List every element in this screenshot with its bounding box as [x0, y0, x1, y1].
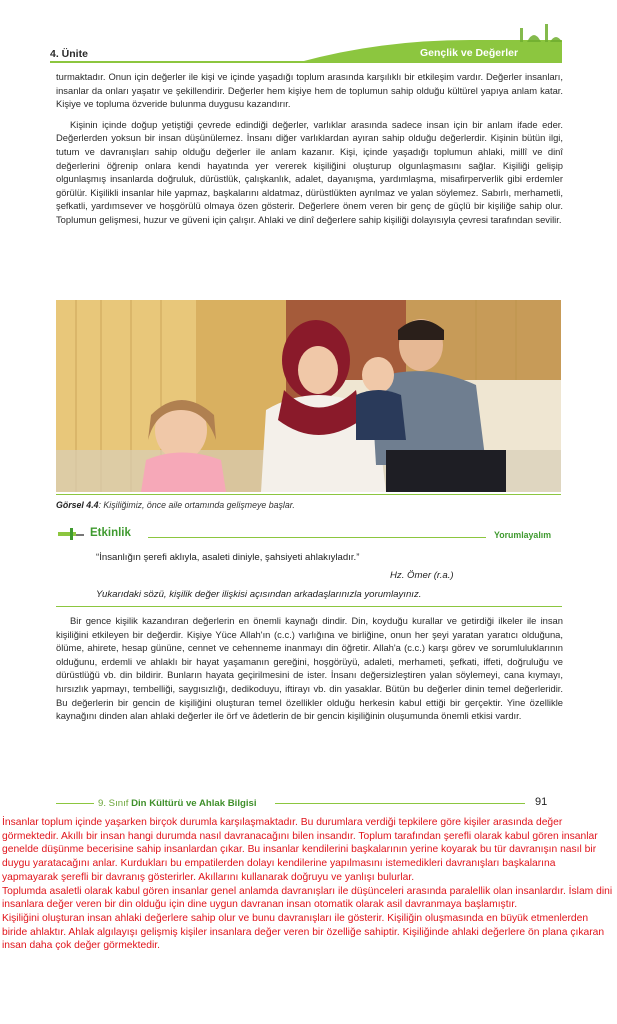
caption-divider: [56, 494, 561, 495]
footer-divider-left: [56, 803, 94, 804]
note-paragraph: İnsanlar toplum içinde yaşarken birçok durumla karşılaşmaktadır. Bu durumlara verdiği tepkilere göre kişiler arasında değer görmektedir. Akıllı bir insan hangi durumda nasıl davranacağını bilen insandır. Toplum tarafından şerefli olarak kabul gören insanlar genelde düşünme becerisine sahip insanlardan çıkar. Bu insanlar kendilerini başkalarının yerine koyarak bu tür davranışın nasıl bir duygu yaratacağını anlar. Kurdukları bu empatilerden dolayı kendilerine yapılmasını istemedikleri davranışları başkalarına yapmayarak şerefli bir davranış gösterirler. Akıllarını kullanarak doğruyu ve yanlışı bulurlar.: [2, 817, 598, 883]
footer-divider-right: [275, 803, 525, 804]
activity-quote: “İnsanlığın şerefi aklıyla, asaleti diniyle, şahsiyeti ahlakıyladır.”: [96, 552, 360, 563]
section-title: Gençlik ve Değerler: [420, 47, 519, 59]
activity-bottom-divider: [56, 606, 562, 607]
activity-title: Etkinlik: [90, 527, 131, 539]
paragraph: Kişinin içinde doğup yetiştiği çevrede edindiği değerler, varlıklar arasında sadece insan için bir anlam ifade eder. Değerlerden yoksun bir insan düşünülemez. İnsanı diğer varlıklardan ayıran sahip olduğu değerlerdir. Kişinin bütün ilgi, tutum ve davranışları sahip olduğu değerler ile anlam kazanır. Kişi, içinde yaşadığı toplumun ahlaki, millî ve dinî değerlerini öğrenip onlara kendi hayatında yer vererek kişiliğini oluşturup olgunlaşmasını sağlar. Kişiliği gelişip olgunlaşmış insanlarda doğruluk, dürüstlük, çalışkanlık, adalet, dayanışma, yardımlaşma, misafirperverlik gibi erdemler görülür. Kişilikli insanlar hile yapmaz, başkalarını aldatmaz, dürüstlükten ayrılmaz ve yalan söylemez. Sabırlı, merhametli, şefkatli, yardımsever ve hoşgörülü olmaya özen gösterir. Değerlere önem veren bir genç de güçlü bir kişiliğe sahip olur. Toplumun gelişmesi, huzur ve güveni için çalışır. Ahlaki ve dinî değerlere sahip kişiliği dolayısıyla çevresi tarafından sevilir.: [56, 118, 563, 225]
handwritten-notes: [2, 816, 614, 953]
top-text: [56, 70, 563, 227]
footer-course-name: Din Kültürü ve Ahlak Bilgisi: [131, 798, 257, 809]
figure-caption: [56, 500, 295, 510]
mosque-silhouette-icon: [520, 24, 562, 42]
note-paragraph: Toplumda asaletli olarak kabul gören insanlar genel anlamda davranışları ile düşünceleri arasında paralellik olan insanlardır. İslam dini insanlara değer veren bir din olduğu için dine uygun davranan insan otomatik olarak asil davranmaya başlamıştır.: [2, 885, 613, 911]
activity-tag: Yorumlayalım: [494, 530, 552, 540]
page-header: [0, 0, 617, 68]
family-photo: [56, 300, 561, 492]
header-decoration: [0, 0, 617, 68]
figure-label: Görsel 4.4: [56, 500, 99, 510]
note-paragraph: Kişiliğini oluşturan insan ahlaki değerlere sahip olur ve bunu davranışları ile gösterir. Kişiliğin oluşmasında en büyük etmenlerden biride ahlaktır. Ahlak algılayışı gelişmiş kişiler insanlara değer veren bir özelliğe sahiptir. Kişiliğinde ahlaki değerlere ön plana çıkaran insan daha çok değer görmektedir.: [2, 912, 605, 952]
quote-source: Hz. Ömer (r.a.): [390, 570, 454, 581]
page-number: 91: [535, 796, 548, 808]
footer-grade: 9. Sınıf: [98, 798, 132, 809]
footer-course: [98, 798, 257, 809]
activity-divider: [148, 537, 486, 538]
figure-caption-text: : Kişiliğimiz, önce aile ortamında gelişmeye başlar.: [98, 500, 295, 510]
header-divider: [50, 61, 562, 63]
unit-label: 4. Ünite: [50, 48, 88, 60]
activity-question: Yukarıdaki sözü, kişilik değer ilişkisi açısından arkadaşlarınızla yorumlayınız.: [96, 589, 422, 600]
paragraph: turmaktadır. Onun için değerler ile kişi ve içinde yaşadığı toplum arasında karşılıklı bir etkileşim vardır. Değerler insanları, insanlar da onları yaşatır ve şekillendirir. Değerler hem kişiye hem de toplumun sahip olduğu kültürel yapıya anlam katar. Kişiye ve topluma özveride bulunma duygusu kazandırır.: [56, 71, 563, 110]
paragraph: Bir gence kişilik kazandıran değerlerin en önemli kaynağı dindir. Din, koyduğu kurallar ve getirdiği ilkeler ile insan kişiliğini etkileyen bir değerdir. Kişiye Yüce Allah'ın (c.c.) varlığına ve birliğine, onun her şeyi yaratan yaratıcı olduğuna, ölüme, ahirete, hesap gününe, cennet ve cehenneme inanmayı din öğretir. Allah'a (c.c.) karşı görev ve sorumluluklarının olduğunu, erdemli ve ahlaklı bir hayat yaşamanın gereğini, hoşgörüyü, adaleti, merhameti, şefkati, iffeti, doğruluğu ve dürüstlüğü vb. din bildirir. Bunların hayata geçirilmesini de ister. İnsanı değersizleştiren yalan söylemeyi, cana kıymayı, hırsızlık yapmayı, tembelliği, saygısızlığı, dedikoduyu, iftirayı vb. din yasaklar. Bütün bu değerler dinin temel değerleridir. Bu değerlerin bir gencin de kişiliğini oluşturan temel özellikler olduğu herkesin kabul ettiği bir gerçektir. Yine özellikle kaynağını dinden alan ahlaki değerler ile örf ve âdetlerin de bir gencin kişiliğinin oluşumunda önemli etkisi vardır.: [56, 615, 563, 722]
